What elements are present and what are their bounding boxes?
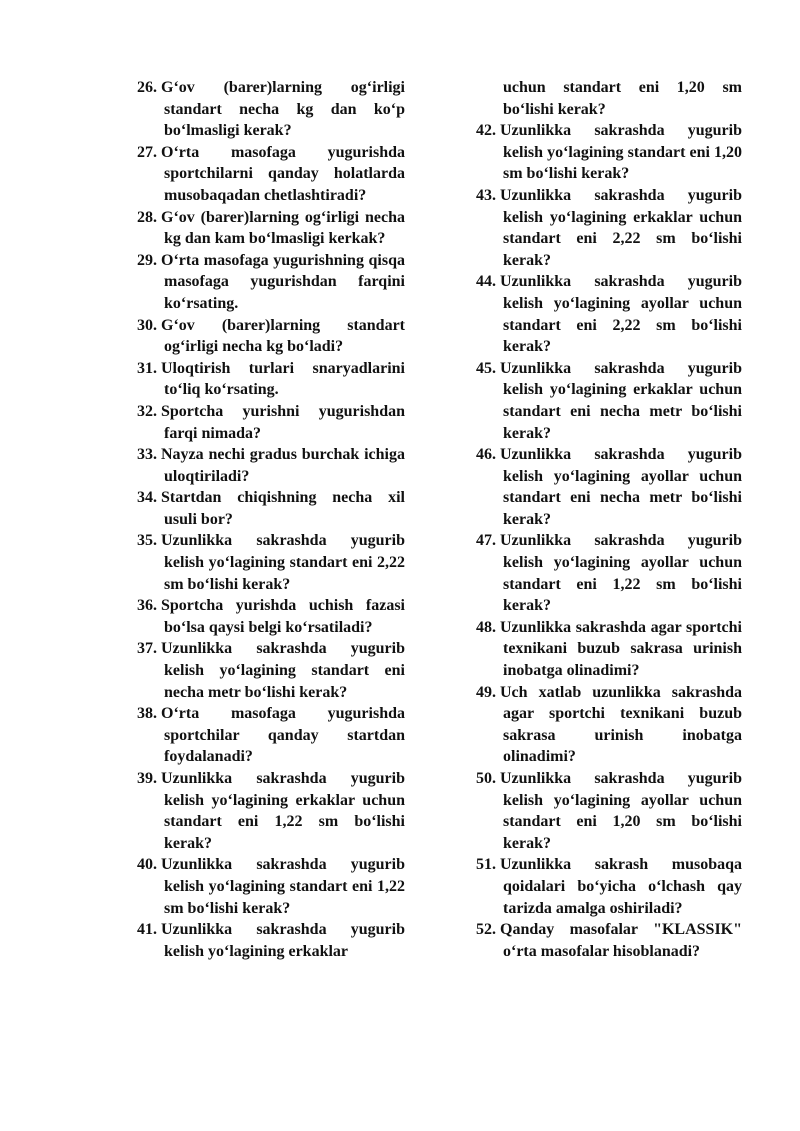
question-text: Uzunlikka sakrashda yugurib kelish yo‘lagining ayollar uchun standart eni 1,22 sm bo‘lishi kerak? [500,532,742,615]
question-text: G‘ov (barer)larning og‘irligi necha kg dan kam bo‘lmasligi kerkak? [161,208,405,248]
question-text: O‘rta masofaga yugurishda sportchilarni qanday holatlarda musobaqadan chetlashtiradi? [161,143,405,204]
question-number: 28. [137,208,157,226]
left-column [137,77,405,962]
question-text: Sportcha yurishni yugurishdan farqi nimada? [161,402,405,442]
question-36 [137,595,405,638]
question-text: O‘rta masofaga yugurishning qisqa masofaga yugurishdan farqini ko‘rsating. [161,251,405,312]
right-column [476,77,742,962]
question-29 [137,250,405,315]
question-text: G‘ov (barer)larning og‘irligi standart necha kg dan ko‘p bo‘lmasligi kerak? [161,79,405,140]
question-41-continuation: uchun standart eni 1,20 sm bo‘lishi kerak? [503,79,742,118]
question-number: 45. [476,359,496,377]
question-number: 49. [476,683,496,701]
question-number: 27. [137,143,157,161]
question-text: Startdan chiqishning necha xil usuli bor? [161,489,405,528]
question-48 [476,617,742,682]
question-text: Uzunlikka sakrashda agar sportchi texnikani buzub sakrasa urinish inobatga olinadimi? [500,618,742,680]
question-44 [476,271,742,357]
question-number: 46. [476,446,496,464]
question-number: 33. [137,446,157,464]
question-number: 40. [137,856,157,874]
question-text: Uch xatlab uzunlikka sakrashda agar sportchi texnikani buzub sakrasa urinish inobatga olinadimi? [500,683,742,766]
question-text: Uzunlikka sakrashda yugurib kelish yo‘lagining standart eni 2,22 sm bo‘lishi kerak? [161,532,405,593]
question-number: 44. [476,273,496,291]
question-text: Qanday masofalar "KLASSIK" o‘rta masofalar hisoblanadi? [500,921,742,960]
question-number: 43. [476,186,496,204]
question-text: G‘ov (barer)larning standart og‘irligi necha kg bo‘ladi? [161,316,405,356]
question-number: 31. [137,359,157,377]
question-text: Uzunlikka sakrash musobaqa qoidalari bo‘yicha o‘lchash qay tarizda amalga oshiriladi? [500,856,742,917]
question-34 [137,487,405,530]
question-38 [137,703,405,768]
question-number: 29. [137,251,157,269]
question-number: 36. [137,597,157,615]
question-number: 41. [137,921,157,939]
question-number: 42. [476,122,496,140]
question-33 [137,444,405,487]
question-text: Uzunlikka sakrashda yugurib kelish yo‘lagining standart eni 1,20 sm bo‘lishi kerak? [500,122,742,183]
question-number: 51. [476,856,496,874]
question-number: 30. [137,316,157,334]
question-text: Uzunlikka sakrashda yugurib kelish yo‘lagining standart eni necha metr bo‘lishi kerak? [161,640,405,701]
question-49 [476,682,742,768]
question-number: 50. [476,770,496,787]
question-37 [137,638,405,703]
question-text: Uzunlikka sakrashda yugurib kelish yo‘lagining erkaklar uchun standart eni 1,22 sm bo‘lishi kerak? [161,770,405,852]
question-41 [137,919,405,962]
question-28 [137,207,405,250]
question-47 [476,530,742,616]
question-text: O‘rta masofaga yugurishda sportchilar qanday startdan foydalanadi? [161,705,405,766]
question-42 [476,120,742,185]
question-number: 26. [137,79,157,96]
question-text: Uzunlikka sakrashda yugurib kelish yo‘lagining ayollar uchun standart eni 1,20 sm bo‘lishi kerak? [500,770,742,852]
question-50 [476,768,742,854]
question-39 [137,768,405,854]
question-52 [476,919,742,962]
question-30 [137,315,405,358]
question-text: Uloqtirish turlari snaryadlarini to‘liq ko‘rsating. [161,359,405,399]
question-40 [137,854,405,919]
question-35 [137,530,405,595]
question-number: 38. [137,705,157,723]
question-text: Uzunlikka sakrashda yugurib kelish yo‘lagining standart eni 1,22 sm bo‘lishi kerak? [161,856,405,917]
question-number: 47. [476,532,496,550]
question-51 [476,854,742,919]
question-number: 32. [137,402,157,420]
question-number: 35. [137,532,157,550]
question-text: Sportcha yurishda uchish fazasi bo‘lsa qaysi belgi ko‘rsatiladi? [161,597,405,636]
question-text: Uzunlikka sakrashda yugurib kelish yo‘lagining erkaklar uchun standart eni necha metr bo‘lishi kerak? [500,359,742,442]
question-text: Nayza nechi gradus burchak ichiga uloqtiriladi? [161,446,405,485]
question-number: 48. [476,618,496,636]
question-text: Uzunlikka sakrashda yugurib kelish yo‘lagining erkaklar [161,921,405,960]
question-32 [137,401,405,444]
question-number: 52. [476,921,496,939]
question-number: 34. [137,489,157,507]
question-43 [476,185,742,271]
question-31 [137,358,405,401]
question-26 [137,77,405,142]
question-46 [476,444,742,530]
question-text: Uzunlikka sakrashda yugurib kelish yo‘lagining ayollar uchun standart eni necha metr bo‘lishi kerak? [500,446,742,528]
question-text: Uzunlikka sakrashda yugurib kelish yo‘lagining ayollar uchun standart eni 2,22 sm bo‘lishi kerak? [500,273,742,356]
question-number: 37. [137,640,157,658]
question-45 [476,358,742,444]
question-number: 39. [137,770,157,787]
question-27 [137,142,405,207]
question-text: Uzunlikka sakrashda yugurib kelish yo‘lagining erkaklar uchun standart eni 2,22 sm bo‘lishi kerak? [500,186,742,269]
